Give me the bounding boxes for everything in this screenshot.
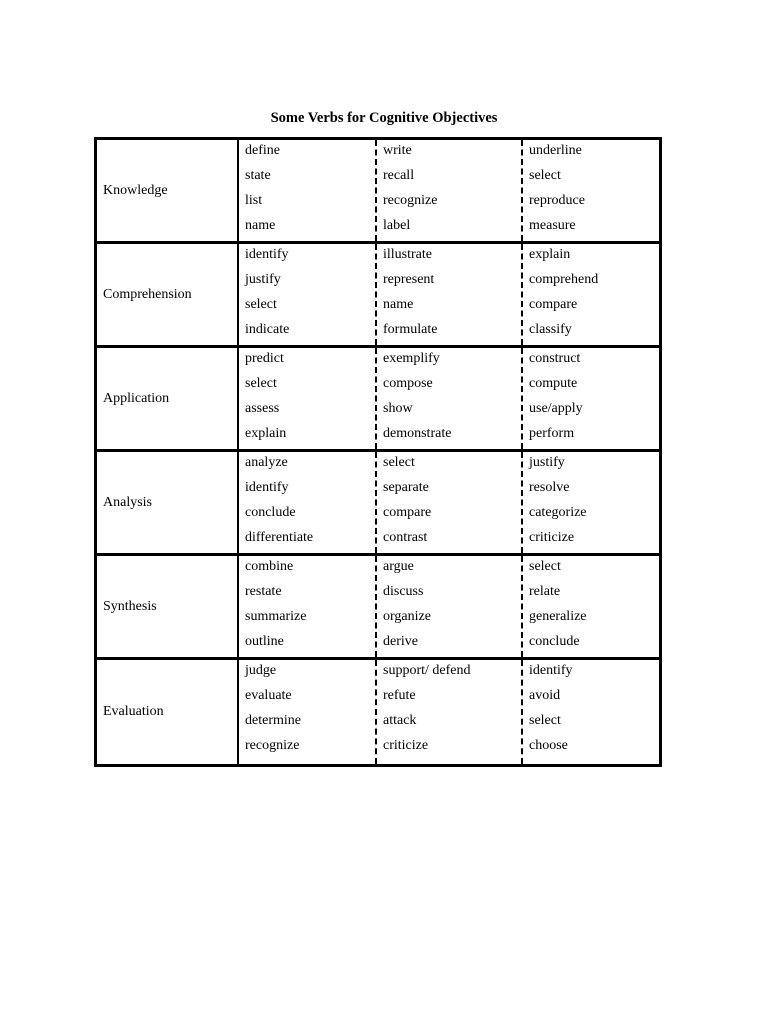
verb-item: separate xyxy=(383,480,429,495)
verb-item: analyze xyxy=(245,455,288,470)
verb-item: categorize xyxy=(529,505,587,520)
table-row xyxy=(97,452,659,556)
verb-item: identify xyxy=(245,247,289,262)
verb-column xyxy=(377,556,523,657)
verb-item: select xyxy=(383,455,415,470)
verb-column xyxy=(523,244,659,345)
verb-item: identify xyxy=(529,663,573,678)
table-row xyxy=(97,244,659,348)
table-row xyxy=(97,556,659,660)
verb-item: criticize xyxy=(529,530,575,545)
verb-item: compose xyxy=(383,376,433,391)
verb-item: select xyxy=(529,168,561,183)
verb-item: determine xyxy=(245,713,301,728)
verb-item: resolve xyxy=(529,480,570,495)
verb-column xyxy=(377,452,523,553)
verb-item: relate xyxy=(529,584,561,599)
level-label: Evaluation xyxy=(97,660,239,764)
verb-column xyxy=(239,660,377,764)
level-label: Analysis xyxy=(97,452,239,553)
verb-column xyxy=(239,452,377,553)
verb-item: recall xyxy=(383,168,415,183)
verb-item: refute xyxy=(383,688,416,703)
verb-column xyxy=(377,660,523,764)
verb-column xyxy=(377,244,523,345)
verb-item: compare xyxy=(383,505,432,520)
verb-item: justify xyxy=(245,272,281,287)
verb-item: contrast xyxy=(383,530,428,545)
verb-item: exemplify xyxy=(383,351,440,366)
verb-item: compare xyxy=(529,297,578,312)
verb-item: select xyxy=(529,559,561,574)
verb-column xyxy=(523,660,659,764)
verb-item: generalize xyxy=(529,609,587,624)
verb-item: evaluate xyxy=(245,688,292,703)
verb-item: represent xyxy=(383,272,435,287)
verb-item: write xyxy=(383,143,412,158)
verb-column xyxy=(239,348,377,449)
verb-column xyxy=(377,348,523,449)
verb-item: derive xyxy=(383,634,418,649)
verb-item: differentiate xyxy=(245,530,314,545)
verb-column xyxy=(377,140,523,241)
verb-item: label xyxy=(383,218,411,233)
verb-column xyxy=(523,556,659,657)
verb-item: comprehend xyxy=(529,272,599,287)
verb-item: combine xyxy=(245,559,294,574)
verb-item: conclude xyxy=(529,634,580,649)
verb-item: justify xyxy=(529,455,565,470)
verb-item: summarize xyxy=(245,609,307,624)
verb-item: attack xyxy=(383,713,417,728)
level-label: Comprehension xyxy=(97,244,239,345)
verb-item: state xyxy=(245,168,271,183)
verb-item: criticize xyxy=(383,738,429,753)
verb-item: classify xyxy=(529,322,572,337)
verb-column xyxy=(239,556,377,657)
verb-item: perform xyxy=(529,426,575,441)
cognitive-verbs-table xyxy=(94,137,662,767)
verb-item: indicate xyxy=(245,322,290,337)
table-row xyxy=(97,348,659,452)
verb-item: compute xyxy=(529,376,578,391)
verb-item: explain xyxy=(245,426,287,441)
verb-item: discuss xyxy=(383,584,424,599)
verb-item: construct xyxy=(529,351,581,366)
verb-item: assess xyxy=(245,401,280,416)
table-row xyxy=(97,660,659,764)
verb-item: identify xyxy=(245,480,289,495)
verb-column xyxy=(239,244,377,345)
verb-item: support/ defend xyxy=(383,663,471,678)
verb-item: name xyxy=(245,218,276,233)
verb-item: formulate xyxy=(383,322,438,337)
verb-item: argue xyxy=(383,559,414,574)
verb-item: predict xyxy=(245,351,284,366)
verb-item: reproduce xyxy=(529,193,585,208)
verb-item: use/apply xyxy=(529,401,583,416)
verb-item: explain xyxy=(529,247,571,262)
verb-item: organize xyxy=(383,609,431,624)
verb-column xyxy=(523,140,659,241)
level-label: Synthesis xyxy=(97,556,239,657)
verb-item: restate xyxy=(245,584,282,599)
verb-item: demonstrate xyxy=(383,426,452,441)
verb-item: judge xyxy=(245,663,277,678)
verb-item: select xyxy=(245,297,277,312)
page-title: Some Verbs for Cognitive Objectives xyxy=(270,110,498,126)
verb-item: select xyxy=(529,713,561,728)
level-label: Knowledge xyxy=(97,140,239,241)
verb-item: recognize xyxy=(383,193,438,208)
verb-item: conclude xyxy=(245,505,296,520)
verb-item: define xyxy=(245,143,280,158)
verb-item: measure xyxy=(529,218,576,233)
verb-item: outline xyxy=(245,634,284,649)
verb-item: list xyxy=(245,193,263,208)
verb-item: select xyxy=(245,376,277,391)
verb-column xyxy=(523,452,659,553)
verb-item: show xyxy=(383,401,413,416)
verb-column xyxy=(523,348,659,449)
verb-item: recognize xyxy=(245,738,300,753)
table-row xyxy=(97,140,659,244)
verb-item: illustrate xyxy=(383,247,432,262)
verb-item: choose xyxy=(529,738,568,753)
verb-item: name xyxy=(383,297,414,312)
level-label: Application xyxy=(97,348,239,449)
verb-column xyxy=(239,140,377,241)
verb-item: underline xyxy=(529,143,582,158)
verb-item: avoid xyxy=(529,688,561,703)
